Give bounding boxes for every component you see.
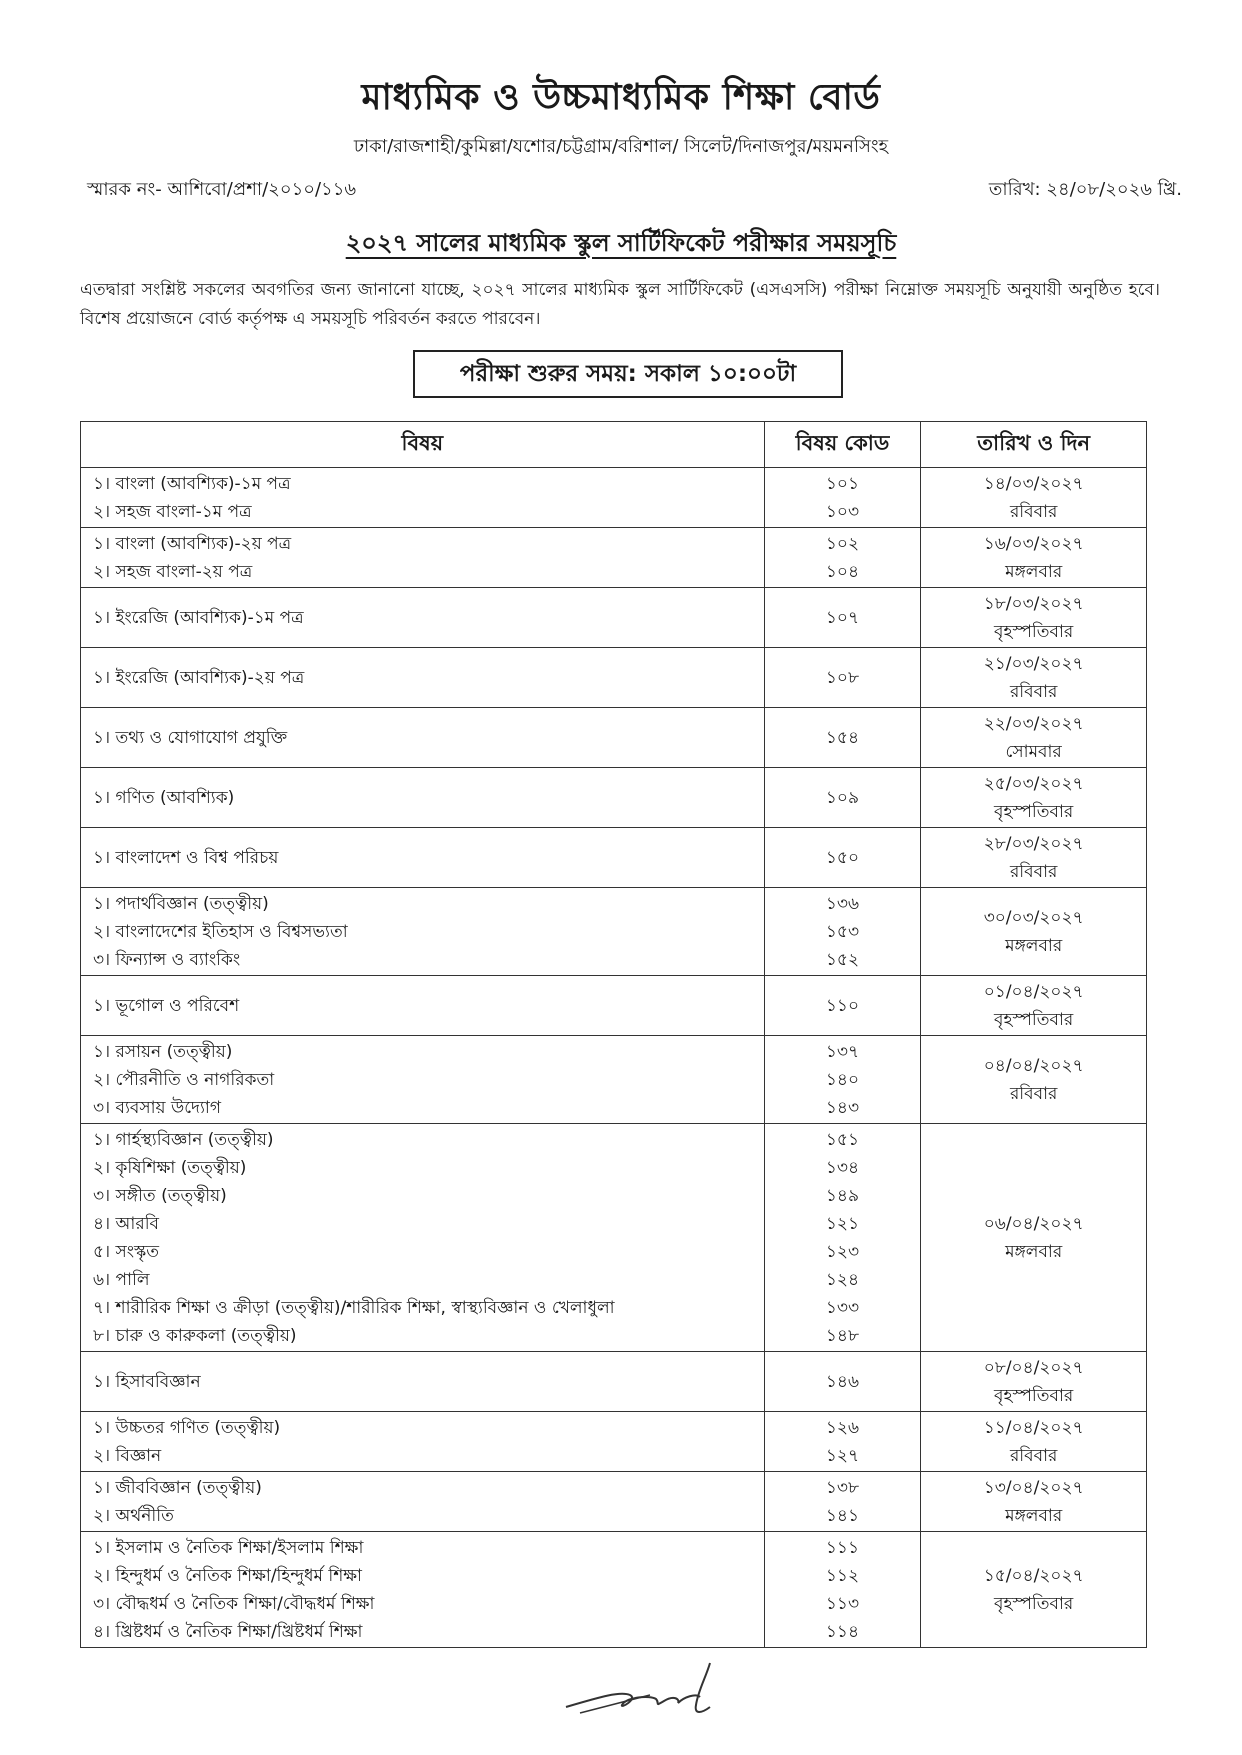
subject-code: ১৩৬ [825,893,860,914]
date-cell [921,528,1147,588]
schedule-row [81,588,1147,648]
subject-code: ১৫০ [825,847,860,868]
exam-day: রবিবার [1009,861,1058,882]
header-code: বিষয় কোড [764,422,921,468]
schedule-row [81,1412,1147,1472]
subject-cell [81,1352,765,1412]
subject-code: ১০৭ [825,607,860,628]
subject-item: ১। হিসাববিজ্ঞান [93,1371,201,1392]
subject-code: ১২৭ [825,1445,860,1466]
subject-code: ১৪১ [825,1505,859,1526]
subject-code: ১৩৭ [825,1041,860,1062]
exam-day: বৃহস্পতিবার [994,1385,1074,1406]
subject-item: ৩। সঙ্গীত (তত্ত্বীয়) [93,1185,227,1206]
subject-cell [81,648,765,708]
subject-item: ৭। শারীরিক শিক্ষা ও ক্রীড়া (তত্ত্বীয়)/শারীরিক শিক্ষা, স্বাস্থ্যবিজ্ঞান ও খেলাধুলা [93,1297,615,1318]
subject-code: ১০৮ [825,667,860,688]
subject-code: ১৫১ [825,1129,859,1150]
subject-item: ২। হিন্দুধর্ম ও নৈতিক শিক্ষা/হিন্দুধর্ম শিক্ষা [93,1565,362,1586]
subject-code: ১৪০ [825,1069,860,1090]
exam-day: মঙ্গলবার [1005,935,1063,956]
subject-cell [81,1472,765,1532]
subject-item: ১। ইংরেজি (আবশ্যিক)-২য় পত্র [93,667,305,688]
subject-item: ৪। খ্রিষ্টধর্ম ও নৈতিক শিক্ষা/খ্রিষ্টধর্ম শিক্ষা [93,1621,363,1642]
subject-code: ১১৪ [825,1621,859,1642]
date-cell [921,588,1147,648]
subject-item: ১। জীববিজ্ঞান (তত্ত্বীয়) [93,1477,262,1498]
subject-item: ২। বিজ্ঞান [93,1445,162,1466]
subject-cell [81,888,765,976]
exam-day: রবিবার [1009,1445,1058,1466]
exam-date: ১৮/০৩/২০২৭ [983,593,1084,614]
code-cell [764,768,921,828]
subject-item: ১। ইংরেজি (আবশ্যিক)-১ম পত্র [93,607,304,628]
subject-item: ১। বাংলা (আবশ্যিক)-১ম পত্র [93,473,291,494]
subject-item: ২। পৌরনীতি ও নাগরিকতা [93,1069,275,1090]
schedule-row [81,976,1147,1036]
memo-number: স্মারক নং- আশিবো/প্রশা/২০১০/১১৬ [87,179,357,200]
code-cell [764,528,921,588]
code-cell [764,468,921,528]
subject-item: ১। বাংলা (আবশ্যিক)-২য় পত্র [93,533,292,554]
date-cell [921,1124,1147,1352]
subject-code: ১০৯ [825,787,860,808]
date-cell [921,1472,1147,1532]
subject-item: ১। উচ্চতর গণিত (তত্ত্বীয়) [93,1417,281,1438]
exam-day: মঙ্গলবার [1005,1505,1063,1526]
subject-code: ১৩৮ [825,1477,860,1498]
exam-date: ২২/০৩/২০২৭ [983,713,1084,734]
subject-item: ১। ভূগোল ও পরিবেশ [93,995,240,1016]
schedule-row [81,1352,1147,1412]
schedule-row [81,1472,1147,1532]
exam-date: ১৬/০৩/২০২৭ [983,533,1084,554]
subject-cell [81,1412,765,1472]
notice-intro: এতদ্বারা সংশ্লিষ্ট সকলের অবগতির জন্য জানানো যাচ্ছে, ২০২৭ সালের মাধ্যমিক স্কুল সার্টিফিকেট (এসএসসি) পরীক্ষা নিম্নোক্ত সময়সূচি অনুযায়ী অনুষ্ঠিত হবে। বিশেষ প্রয়োজনে বোর্ড কর্তৃপক্ষ এ সময়সূচি পরিবর্তন করতে পারবেন। [80,280,1160,329]
schedule-row [81,1036,1147,1124]
subject-item: ৩। বৌদ্ধধর্ম ও নৈতিক শিক্ষা/বৌদ্ধধর্ম শিক্ষা [93,1593,375,1614]
exam-day: বৃহস্পতিবার [994,621,1074,642]
date-cell [921,976,1147,1036]
exam-date: ১৫/০৪/২০২৭ [983,1565,1084,1586]
exam-date: ০৪/০৪/২০২৭ [983,1055,1084,1076]
subject-code: ১৪৮ [825,1325,859,1346]
date-cell [921,888,1147,976]
exam-day: সোমবার [1005,741,1062,762]
date-cell [921,828,1147,888]
code-cell [764,1472,921,1532]
subject-cell [81,976,765,1036]
subject-code: ১০২ [825,533,860,554]
subject-cell [81,588,765,648]
schedule-row [81,648,1147,708]
exam-date: ০৮/০৪/২০২৭ [983,1357,1084,1378]
exam-day: রবিবার [1009,681,1058,702]
exam-day: বৃহস্পতিবার [994,1009,1074,1030]
subject-cell [81,828,765,888]
date-cell [921,1412,1147,1472]
code-cell [764,648,921,708]
subject-cell [81,468,765,528]
subject-item: ১। বাংলাদেশ ও বিশ্ব পরিচয় [93,847,279,868]
exam-date: ২৫/০৩/২০২৭ [983,773,1084,794]
exam-date: ২১/০৩/২০২৭ [983,653,1084,674]
exam-day: রবিবার [1009,1083,1058,1104]
exam-date: ০৬/০৪/২০২৭ [983,1213,1084,1234]
header-subject: বিষয় [81,422,765,468]
subject-item: ৩। ব্যবসায় উদ্যোগ [93,1097,221,1118]
date-cell [921,708,1147,768]
date-cell [921,1352,1147,1412]
subject-item: ২। সহজ বাংলা-২য় পত্র [93,561,253,582]
subject-code: ১০১ [825,473,860,494]
subject-code: ১২৪ [825,1269,860,1290]
exam-date: ২৮/০৩/২০২৭ [983,833,1084,854]
date-cell [921,768,1147,828]
signature-image [560,1655,760,1725]
board-cities: ঢাকা/রাজশাহী/কুমিল্লা/যশোর/চট্টগ্রাম/বরিশাল/ সিলেট/দিনাজপুর/ময়মনসিংহ [353,136,889,157]
schedule-row [81,888,1147,976]
schedule-row [81,468,1147,528]
code-cell [764,976,921,1036]
subject-code: ১৫২ [825,949,860,970]
subject-item: ৫। সংস্কৃত [93,1241,160,1262]
exam-day: বৃহস্পতিবার [994,801,1074,822]
code-cell [764,1532,921,1648]
exam-day: মঙ্গলবার [1005,561,1063,582]
schedule-row [81,708,1147,768]
schedule-row [81,1532,1147,1648]
subject-item: ১। তথ্য ও যোগাযোগ প্রযুক্তি [93,727,288,748]
subject-item: ২। বাংলাদেশের ইতিহাস ও বিশ্বসভ্যতা [93,921,348,942]
subject-item: ১। গার্হস্থ্যবিজ্ঞান (তত্ত্বীয়) [93,1129,274,1150]
code-cell [764,588,921,648]
exam-date: ১৩/০৪/২০২৭ [983,1477,1084,1498]
subject-cell [81,708,765,768]
subject-code: ১৪৬ [825,1371,860,1392]
code-cell [764,888,921,976]
subject-code: ১৪৩ [825,1097,860,1118]
code-cell [764,1352,921,1412]
subject-cell [81,1124,765,1352]
date-cell [921,468,1147,528]
subject-code: ১৩৩ [825,1297,860,1318]
subject-item: ৩। ফিন্যান্স ও ব্যাংকিং [93,949,241,970]
subject-item: ২। অর্থনীতি [93,1505,174,1526]
schedule-row [81,528,1147,588]
subject-code: ১২৩ [825,1241,860,1262]
subject-cell [81,1036,765,1124]
subject-item: ৪। আরবি [93,1213,160,1234]
subject-code: ১৪৯ [825,1185,859,1206]
subject-code: ১১৩ [825,1593,860,1614]
schedule-body [81,468,1147,1648]
notice-title: ২০২৭ সালের মাধ্যমিক স্কুল সার্টিফিকেট পরীক্ষার সময়সূচি [345,229,897,257]
exam-day: মঙ্গলবার [1005,1241,1063,1262]
subject-item: ৬। পালি [93,1269,150,1290]
subject-code: ১০৪ [825,561,860,582]
memo-date: তারিখ: ২৪/০৮/২০২৬ খ্রি. [988,179,1182,200]
subject-item: ১। গণিত (আবশ্যিক) [93,787,235,808]
subject-cell [81,768,765,828]
subject-cell [81,528,765,588]
board-title: মাধ্যমিক ও উচ্চমাধ্যমিক শিক্ষা বোর্ড [361,77,881,118]
exam-day: রবিবার [1009,501,1058,522]
date-cell [921,1036,1147,1124]
subject-item: ১। রসায়ন (তত্ত্বীয়) [93,1041,233,1062]
subject-code: ১০৩ [825,501,860,522]
notice-title-wrap [0,225,1242,265]
code-cell [764,708,921,768]
subject-code: ১৫৩ [825,921,860,942]
exam-date: ১৪/০৩/২০২৭ [983,473,1084,494]
schedule-row [81,1124,1147,1352]
exam-date: ০১/০৪/২০২৭ [983,981,1084,1002]
schedule-row [81,828,1147,888]
subject-item: ২। সহজ বাংলা-১ম পত্র [93,501,252,522]
date-cell [921,648,1147,708]
date-cell [921,1532,1147,1648]
exam-day: বৃহস্পতিবার [994,1593,1074,1614]
exam-date: ১১/০৪/২০২৭ [983,1417,1084,1438]
table-header-row [81,422,1147,468]
subject-code: ১২৬ [825,1417,860,1438]
subject-code: ১৫৪ [825,727,859,748]
subject-cell [81,1532,765,1648]
subject-code: ১৩৪ [825,1157,860,1178]
exam-date: ৩০/০৩/২০২৭ [983,907,1084,928]
code-cell [764,1036,921,1124]
code-cell [764,1124,921,1352]
subject-item: ১। পদার্থবিজ্ঞান (তত্ত্বীয়) [93,893,269,914]
subject-item: ৮। চারু ও কারুকলা (তত্ত্বীয়) [93,1325,297,1346]
subject-item: ২। কৃষিশিক্ষা (তত্ত্বীয়) [93,1157,247,1178]
subject-code: ১১১ [825,1537,859,1558]
subject-code: ১১০ [825,995,860,1016]
exam-start-time: পরীক্ষা শুরুর সময়: সকাল ১০:০০টা [413,350,843,398]
header-date: তারিখ ও দিন [921,422,1147,468]
exam-schedule-table [80,421,1147,1648]
subject-item: ১। ইসলাম ও নৈতিক শিক্ষা/ইসলাম শিক্ষা [93,1537,364,1558]
code-cell [764,1412,921,1472]
code-cell [764,828,921,888]
subject-code: ১১২ [825,1565,860,1586]
subject-code: ১২১ [825,1213,860,1234]
schedule-row [81,768,1147,828]
